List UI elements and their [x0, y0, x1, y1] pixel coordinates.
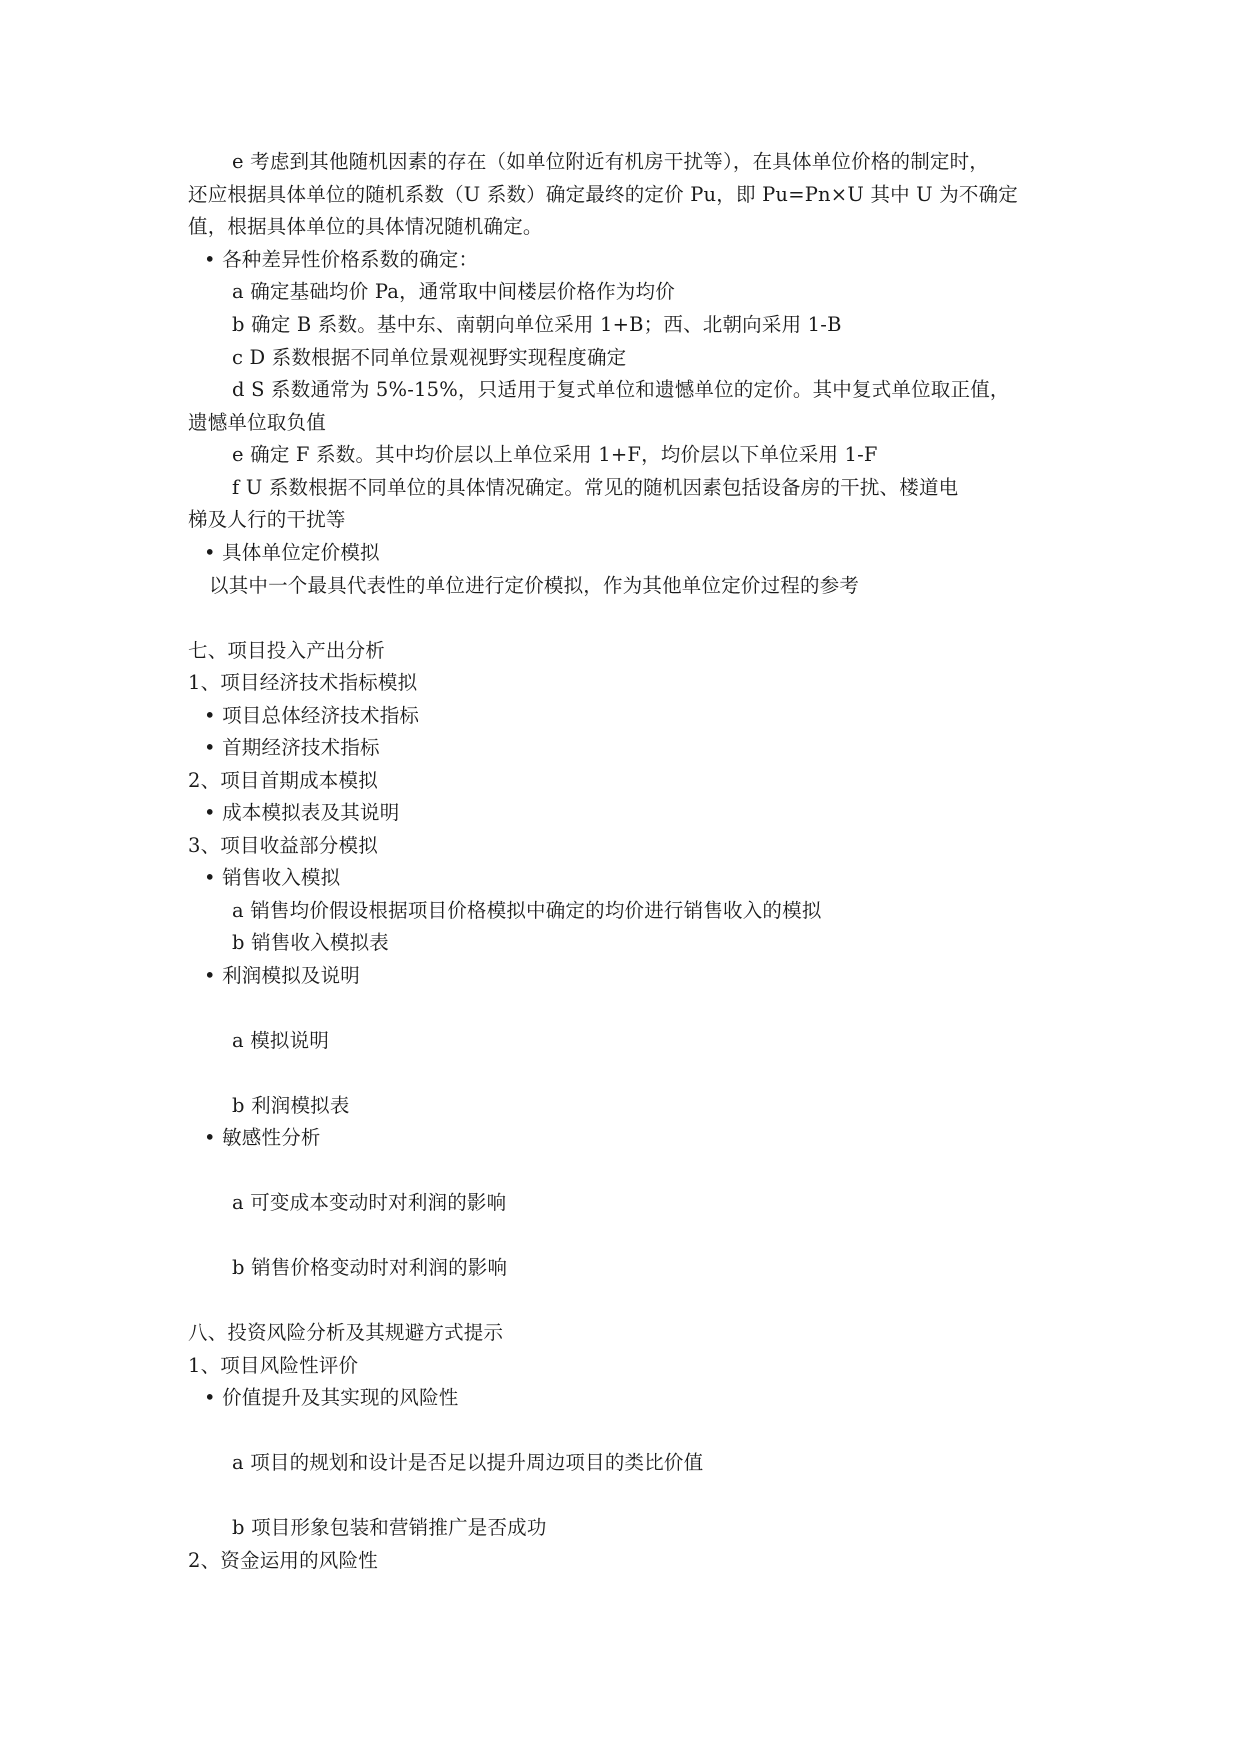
sub-item: b 项目形象包装和营销推广是否成功 — [232, 1516, 547, 1539]
bullet-item: • 价值提升及其实现的风险性 — [204, 1386, 459, 1409]
sub-item: a 模拟说明 — [232, 1029, 330, 1052]
sub-item: a 项目的规划和设计是否足以提升周边项目的类比价值 — [232, 1451, 704, 1474]
sub-item: a 销售均价假设根据项目价格模拟中确定的均价进行销售收入的模拟 — [232, 899, 822, 922]
sub-item: b 确定 B 系数。基中东、南朝向单位采用 1+B；西、北朝向采用 1-B — [232, 313, 842, 336]
paragraph-line: e 考虑到其他随机因素的存在（如单位附近有机房干扰等），在具体单位价格的制定时， — [232, 150, 989, 173]
subsection-heading: 2、项目首期成本模拟 — [188, 769, 378, 792]
paragraph-line: 梯及人行的干扰等 — [188, 508, 346, 531]
sub-item: f U 系数根据不同单位的具体情况确定。常见的随机因素包括设备房的干扰、楼道电 — [232, 476, 959, 499]
bullet-item: • 各种差异性价格系数的确定： — [204, 248, 479, 271]
bullet-item: • 具体单位定价模拟 — [204, 541, 380, 564]
subsection-heading: 3、项目收益部分模拟 — [188, 834, 378, 857]
bullet-item: • 利润模拟及说明 — [204, 964, 361, 987]
sub-item: b 销售收入模拟表 — [232, 931, 389, 954]
subsection-heading: 1、项目经济技术指标模拟 — [188, 671, 418, 694]
paragraph-line: 值，根据具体单位的具体情况随机确定。 — [188, 215, 543, 238]
subsection-heading: 1、项目风险性评价 — [188, 1354, 359, 1377]
paragraph-line: 还应根据具体单位的随机系数（U 系数）确定最终的定价 Pu，即 Pu=Pn×U 其中 U 为不确定 — [188, 183, 1019, 206]
section-heading: 七、项目投入产出分析 — [188, 639, 386, 662]
paragraph-line: 遗憾单位取负值 — [188, 411, 326, 434]
sub-item: c D 系数根据不同单位景观视野实现程度确定 — [232, 346, 627, 369]
bullet-item: • 首期经济技术指标 — [204, 736, 380, 759]
sub-item: d S 系数通常为 5%-15%，只适用于复式单位和遗憾单位的定价。其中复式单位取正值， — [232, 378, 1010, 401]
subsection-heading: 2、资金运用的风险性 — [188, 1549, 378, 1572]
sub-item: a 确定基础均价 Pa，通常取中间楼层价格作为均价 — [232, 280, 675, 303]
sub-item: b 销售价格变动时对利润的影响 — [232, 1256, 508, 1279]
bullet-item: • 项目总体经济技术指标 — [204, 704, 420, 727]
bullet-item: • 销售收入模拟 — [204, 866, 341, 889]
sub-item: a 可变成本变动时对利润的影响 — [232, 1191, 507, 1214]
section-heading: 八、投资风险分析及其规避方式提示 — [188, 1321, 504, 1344]
bullet-item: • 成本模拟表及其说明 — [204, 801, 400, 824]
bullet-item: • 敏感性分析 — [204, 1126, 321, 1149]
sub-item: b 利润模拟表 — [232, 1094, 350, 1117]
paragraph-line: 以其中一个最具代表性的单位进行定价模拟，作为其他单位定价过程的参考 — [209, 574, 860, 597]
sub-item: e 确定 F 系数。其中均价层以上单位采用 1+F，均价层以下单位采用 1-F — [232, 443, 878, 466]
